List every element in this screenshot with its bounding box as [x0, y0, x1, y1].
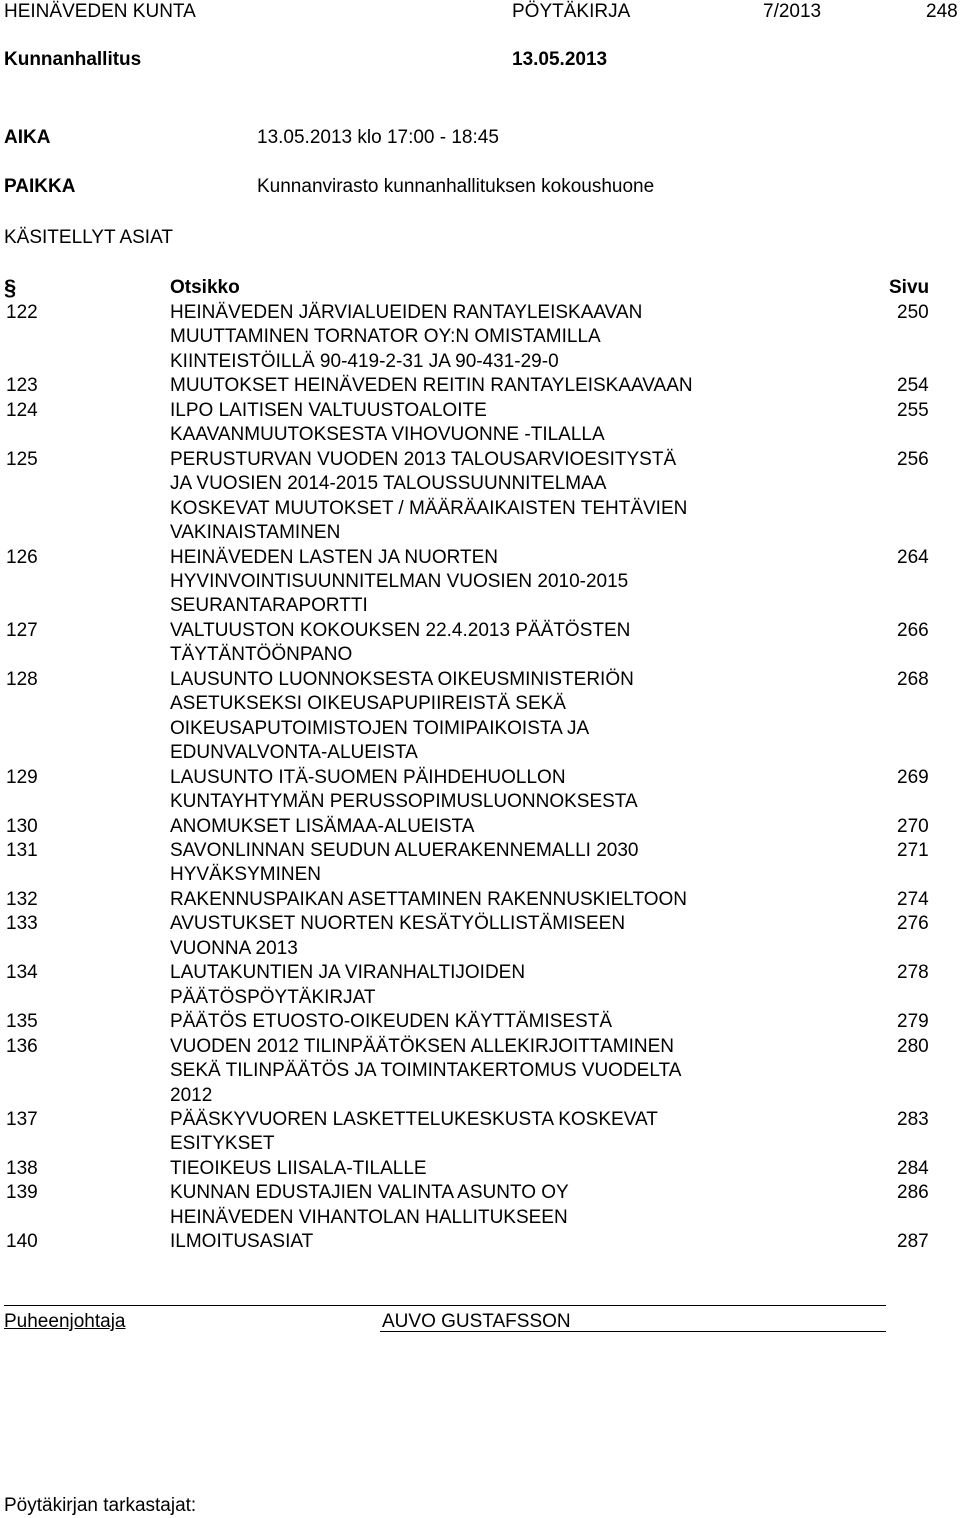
agenda-item-title: SAVONLINNAN SEUDUN ALUERAKENNEMALLI 2030 HYVÄKSYMINEN [170, 839, 639, 886]
agenda-item-page: 287 [897, 1231, 929, 1253]
agenda-item-page: 270 [897, 815, 929, 837]
time-label: AIKA [4, 127, 51, 148]
agenda-item [0, 839, 960, 888]
agenda-item-number: 136 [6, 1035, 38, 1057]
agenda-item-title: TIEOIKEUS LIISALA-TILALLE [170, 1157, 427, 1179]
agenda-item [0, 912, 960, 961]
organization-name: HEINÄVEDEN KUNTA [4, 1, 196, 22]
agenda-item-page: 269 [897, 766, 929, 788]
agenda-item-page: 264 [897, 546, 929, 568]
section-sign-icon: § [4, 275, 17, 300]
agenda-item-page: 279 [897, 1011, 929, 1033]
agenda-item-number: 124 [6, 399, 38, 421]
agenda-item [0, 1108, 960, 1157]
agenda-item [0, 448, 960, 546]
document-number: 7/2013 [763, 1, 822, 22]
agenda-item-number: 130 [6, 815, 38, 837]
agenda-item-number: 134 [6, 962, 38, 984]
agenda-item [0, 619, 960, 668]
agenda-item-number: 125 [6, 448, 38, 470]
agenda-item-page: 256 [897, 448, 929, 470]
agenda-item-number: 123 [6, 375, 38, 397]
chair-name: AUVO GUSTAFSSON [382, 1311, 571, 1332]
agenda-item-number: 140 [6, 1231, 38, 1253]
agenda-item-title: RAKENNUSPAIKAN ASETTAMINEN RAKENNUSKIELTOON [170, 888, 687, 910]
agenda-item [0, 815, 960, 839]
agenda-item [0, 374, 960, 398]
agenda-item-number: 126 [6, 546, 38, 568]
column-header-title: Otsikko [170, 277, 240, 298]
agenda-item-title: KUNNAN EDUSTAJIEN VALINTA ASUNTO OY HEINÄVEDEN VIHANTOLAN HALLITUKSEEN [170, 1182, 569, 1228]
agenda-item-number: 133 [6, 913, 38, 935]
agenda-item [0, 766, 960, 815]
agenda-item-title: VALTUUSTON KOKOUKSEN 22.4.2013 PÄÄTÖSTEN TÄYTÄNTÖÖNPANO [170, 619, 631, 666]
agenda-item-title: AVUSTUKSET NUORTEN KESÄTYÖLLISTÄMISEEN VUONNA 2013 [170, 913, 626, 959]
agenda-item-title: LAUTAKUNTIEN JA VIRANHALTIJOIDEN PÄÄTÖSPÖYTÄKIRJAT [170, 962, 526, 1008]
agenda-item-number: 138 [6, 1157, 38, 1179]
agenda-item [0, 301, 960, 374]
agenda-item-page: 276 [897, 913, 929, 935]
agenda-item-title: PÄÄTÖS ETUOSTO-OIKEUDEN KÄYTTÄMISESTÄ [170, 1011, 613, 1033]
agenda-item [0, 1181, 960, 1230]
page-number: 248 [926, 1, 958, 22]
signature-divider [4, 1305, 886, 1306]
agenda-item-title: PÄÄSKYVUOREN LASKETTELUKESKUSTA KOSKEVAT ESITYKSET [170, 1108, 658, 1155]
agenda-item [0, 1230, 960, 1254]
governing-body: Kunnanhallitus [4, 49, 142, 70]
agenda-item-title: ANOMUKSET LISÄMAA-ALUEISTA [170, 815, 475, 837]
time-value: 13.05.2013 klo 17:00 - 18:45 [257, 127, 499, 148]
agenda-item-title: PERUSTURVAN VUODEN 2013 TALOUSARVIOESITYSTÄ JA VUOSIEN 2014-2015 TALOUSSUUNNITELMAA KOSKEVAT MUUTOKSET / MÄÄRÄAIKAISTEN TEHTÄVIEN VAKINAISTAMINEN [170, 448, 688, 544]
agenda-item-page: 255 [897, 399, 929, 421]
agenda-item-number: 139 [6, 1182, 38, 1204]
chair-label: Puheenjohtaja [4, 1311, 126, 1332]
place-value: Kunnanvirasto kunnanhallituksen kokoushuone [257, 176, 655, 197]
agenda-item-title: LAUSUNTO ITÄ-SUOMEN PÄIHDEHUOLLON KUNTAYHTYMÄN PERUSSOPIMUSLUONNOKSESTA [170, 766, 638, 813]
agenda-item-page: 286 [897, 1182, 929, 1204]
agenda-item-page: 274 [897, 888, 929, 910]
inspectors-label: Pöytäkirjan tarkastajat: [4, 1495, 197, 1516]
agenda-item-number: 122 [6, 302, 38, 323]
column-header-page: Sivu [889, 277, 930, 298]
agenda-item-number: 132 [6, 888, 38, 910]
agenda-item-page: 250 [897, 302, 929, 323]
meeting-date: 13.05.2013 [512, 49, 608, 70]
agenda-item-number: 135 [6, 1011, 38, 1033]
agenda-item-page: 283 [897, 1108, 929, 1130]
agenda-item-page: 271 [897, 839, 929, 861]
document-type: PÖYTÄKIRJA [512, 1, 631, 22]
place-label: PAIKKA [4, 176, 76, 197]
agenda-item-title: HEINÄVEDEN JÄRVIALUEIDEN RANTAYLEISKAAVAN MUUTTAMINEN TORNATOR OY:N OMISTAMILLA KIINTEISTÖILLÄ 90-419-2-31 JA 90-431-29-0 [170, 302, 643, 372]
agenda-item-number: 137 [6, 1108, 38, 1130]
agenda-item-number: 131 [6, 839, 38, 861]
agenda-item-title: VUODEN 2012 TILINPÄÄTÖKSEN ALLEKIRJOITTAMINEN SEKÄ TILINPÄÄTÖS JA TOIMINTAKERTOMUS VUODELTA 2012 [170, 1035, 682, 1106]
agenda-item-page: 278 [897, 962, 929, 984]
agenda-item-page: 266 [897, 619, 929, 641]
agenda-item-number: 128 [6, 668, 38, 690]
agenda-item [0, 668, 960, 766]
agenda-item-title: ILPO LAITISEN VALTUUSTOALOITE KAAVANMUUTOKSESTA VIHOVUONNE -TILALLA [170, 399, 605, 446]
agenda-item [0, 888, 960, 912]
agenda-item [0, 1035, 960, 1108]
agenda-item-title: ILMOITUSASIAT [170, 1231, 314, 1253]
agenda-item-title: HEINÄVEDEN LASTEN JA NUORTEN HYVINVOINTISUUNNITELMAN VUOSIEN 2010-2015 SEURANTARAPORTTI [170, 546, 629, 617]
agenda-item-page: 268 [897, 668, 929, 690]
agenda-item-page: 284 [897, 1157, 929, 1179]
agenda-item [0, 961, 960, 1010]
agenda-item [0, 546, 960, 619]
agenda-item-number: 127 [6, 619, 38, 641]
agenda-item-title: MUUTOKSET HEINÄVEDEN REITIN RANTAYLEISKAAVAAN [170, 375, 693, 397]
agenda-item [0, 399, 960, 448]
agenda-heading: KÄSITELLYT ASIAT [4, 227, 173, 248]
agenda-item-page: 280 [897, 1035, 929, 1057]
signature-line [380, 1331, 886, 1332]
agenda-item-page: 254 [897, 375, 929, 397]
agenda-list [0, 301, 960, 1255]
agenda-item [0, 1010, 960, 1034]
agenda-item [0, 1157, 960, 1181]
agenda-item-title: LAUSUNTO LUONNOKSESTA OIKEUSMINISTERIÖN ASETUKSEKSI OIKEUSAPUPIIREISTÄ SEKÄ OIKEUSAPUTOIMISTOJEN TOIMIPAIKOISTA JA EDUNVALVONTA-ALUEISTA [170, 668, 634, 764]
agenda-item-number: 129 [6, 766, 38, 788]
